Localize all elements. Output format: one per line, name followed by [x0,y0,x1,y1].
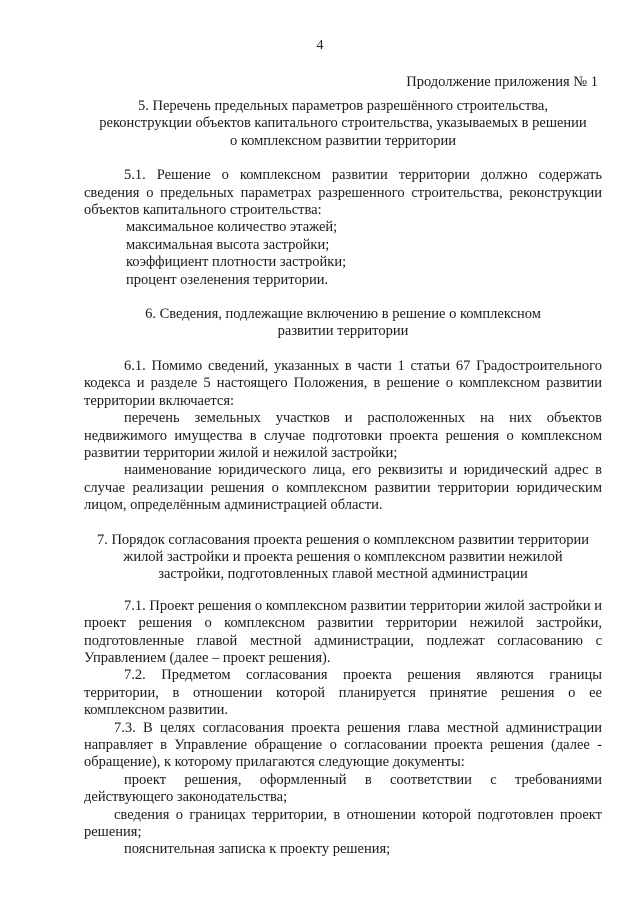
section-6-heading: 6. Сведения, подлежащие включению в решение о комплексном развитии территории [145,306,541,340]
section-5-list-item: максимальное количество этажей; [126,219,338,236]
document-body [84,98,602,859]
section-6-1-paragraph: 6.1. Помимо сведений, указанных в части 1 статьи 67 Градостроительного кодекса и разделе 5 настоящего Положения, в решение о комплексном развитии территории включается: [84,357,602,409]
section-7-list-item: сведения о границах территории, в отношении которой подготовлен проект решения; [84,806,602,841]
section-6-list-paragraph: перечень земельных участков и расположенных на них объектов недвижимого имущества в случае подготовки проекта решения о комплексном развитии территории жилой и нежилой застройки; [84,410,602,461]
section-7-1-paragraph: 7.1. Проект решения о комплексном развитии территории жилой застройки и проект решения о комплексном развитии территории нежилой застройки, подготовленные главой местной администрации, подлежат согласованию с Управлением (далее – проект решения). [84,597,602,666]
annex-continuation-label: Продолжение приложения № 1 [406,74,598,90]
page-number: 4 [316,38,324,53]
section-7-list-item: проект решения, оформленный в соответствии с требованиями действующего законодательства; [84,771,602,806]
section-5-list-item: максимальная высота застройки; [126,236,330,253]
section-6-list-paragraph: наименование юридического лица, его реквизиты и юридический адрес в случае реализации решения о комплексном развитии территории юридическим лицом, определённым администрацией области. [84,462,602,514]
section-7-2-paragraph: 7.2. Предметом согласования проекта решения являются границы территории, в отношении которой планируется принятие решения о ее комплексном развитии. [84,667,602,719]
section-5-heading: 5. Перечень предельных параметров разрешённого строительства, реконструкции объектов капитального строительства, указываемых в решении о комплексном развитии территории [99,98,587,149]
section-7-heading: 7. Порядок согласования проекта решения о комплексном развитии территории жилой застройки и проекта решения о комплексном развитии нежилой застройки, подготовленных главой местной администрации [96,531,590,583]
section-5-list-item: коэффициент плотности застройки; [126,254,347,271]
section-7-list-item: пояснительная записка к проекту решения; [124,841,391,858]
section-5-list-item: процент озеленения территории. [126,271,329,288]
section-7-3-paragraph: 7.3. В целях согласования проекта решения глава местной администрации направляет в Управление обращение о согласовании проекта решения (далее - обращение), к которому прилагаются следующие документы: [84,719,602,771]
section-5-1-paragraph: 5.1. Решение о комплексном развитии территории должно содержать сведения о предельных параметрах разрешенного строительства, реконструкции объектов капитального строительства: [84,167,602,219]
